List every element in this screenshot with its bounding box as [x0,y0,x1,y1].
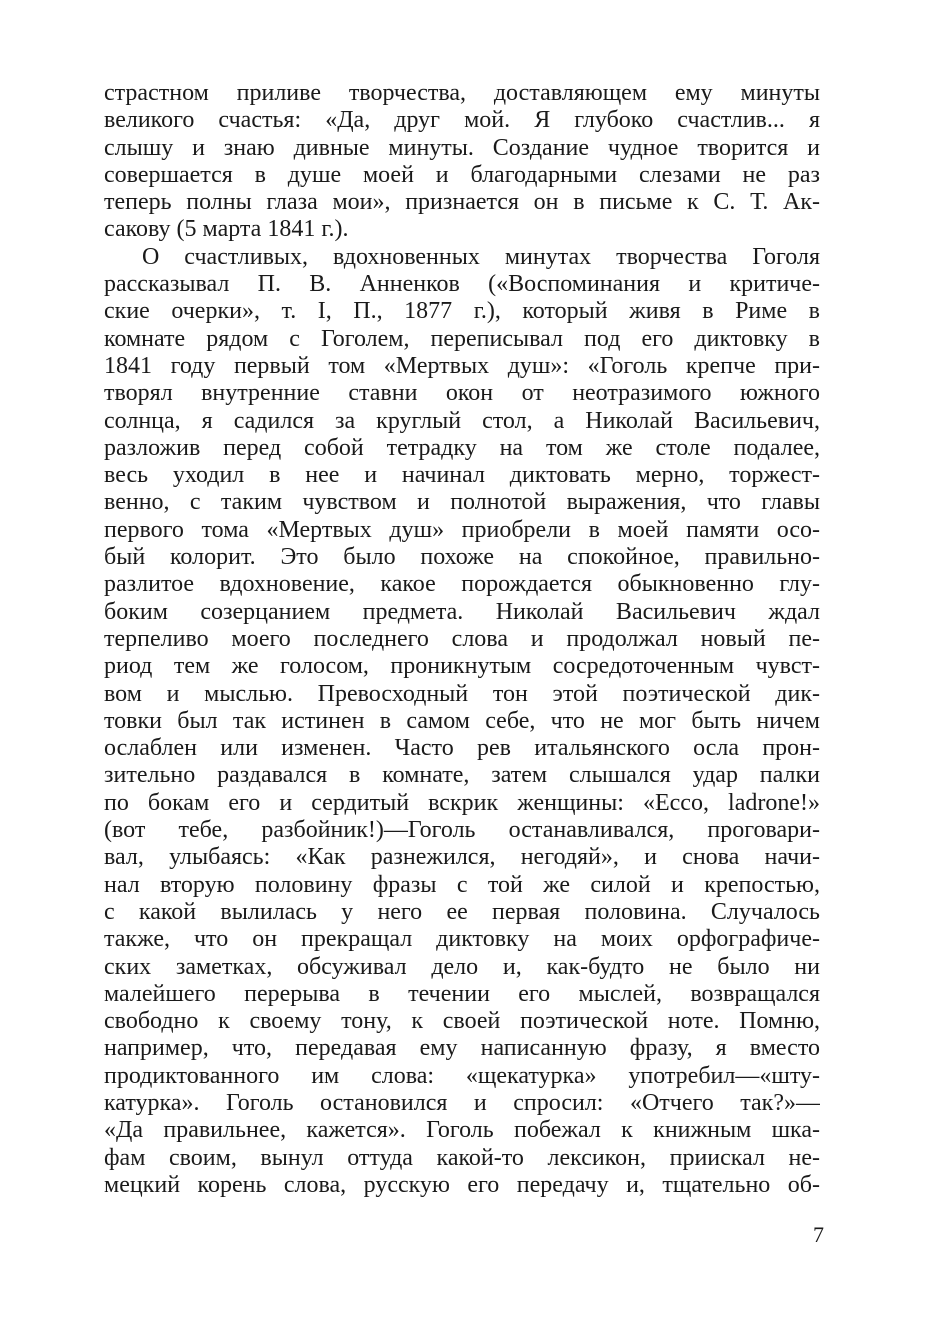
text-line: солнца, я садился за круглый стол, а Николай Васильевич, [104,407,820,434]
text-line: разлитое вдохновение, какое порождается обыкновенно глу- [104,571,820,598]
text-line: великого счастья: «Да, друг мой. Я глубоко счастлив... я [104,107,820,134]
text-line: сакову (5 марта 1841 г.). [104,216,349,243]
text-line: (вот тебе, разбойник!)—Гоголь останавливался, проговари- [104,817,820,844]
text-line: риод тем же голосом, проникнутым сосредоточенным чувст- [104,653,820,680]
text-line: с какой вылилась у него ее первая половина. Случалось [104,898,820,925]
text-line: ослаблен или изменен. Часто рев итальянского осла прон- [104,735,820,762]
text-line: совершается в душе моей и благодарными слезами не раз [104,161,820,188]
text-line: ских заметках, обсуживал дело и, как-будто не было ни [104,953,820,980]
text-line: вом и мыслью. Превосходный тон этой поэтической дик- [104,680,820,707]
text-line: катурка». Гоголь остановился и спросил: «Отчего так?»— [104,1089,820,1116]
text-line: комнате рядом с Гоголем, переписывал под его диктовку в [104,325,820,352]
text-line: боким созерцанием предмета. Николай Васильевич ждал [104,598,820,625]
text-line: вал, улыбаясь: «Как разнежился, негодяй», и снова начи- [104,844,820,871]
text-line: также, что он прекращал диктовку на моих орфографиче- [104,926,820,953]
text-line: например, что, передавая ему написанную фразу, я вместо [104,1035,820,1062]
text-line: малейшего перерыва в течении его мыслей, возвращался [104,980,820,1007]
text-line: разложив перед собой тетрадку на том же столе подалее, [104,434,820,461]
text-line: рассказывал П. В. Анненков («Воспоминания и критиче- [104,271,820,298]
text-line: творял внутренние ставни окон от неотразимого южного [104,380,820,407]
text-line: теперь полны глаза мои», признается он в письме к С. Т. Ак- [104,189,820,216]
text-line: нал вторую половину фразы с той же силой и крепостью, [104,871,820,898]
text-line: венно, с таким чувством и полнотой выражения, что главы [104,489,820,516]
text-line: мецкий корень слова, русскую его передачу и, тщательно об- [104,1171,820,1198]
text-line: слышу и знаю дивные минуты. Создание чудное творится и [104,134,820,161]
paragraph-start-line: О счастливых, вдохновенных минутах творчества Гоголя [142,243,820,270]
text-line: терпеливо моего последнего слова и продолжал новый пе- [104,625,820,652]
text-line: фам своим, вынул оттуда какой-то лексикон, приискал не- [104,1144,820,1171]
text-line: «Да правильнее, кажется». Гоголь побежал к книжным шка- [104,1117,820,1144]
text-line: ские очерки», т. I, П., 1877 г.), который живя в Риме в [104,298,820,325]
text-line: весь уходил в нее и начинал диктовать мерно, торжест- [104,462,820,489]
page-number: 7 [813,1222,824,1247]
text-line: продиктованного им слова: «щекатурка» употребил—«шту- [104,1062,820,1089]
text-line: свободно к своему тону, к своей поэтической ноте. Помню, [104,1008,820,1035]
text-line: зительно раздавался в комнате, затем слышался удар палки [104,762,820,789]
text-line: первого тома «Мертвых душ» приобрели в моей памяти осо- [104,516,820,543]
text-line: бый колорит. Это было похоже на спокойное, правильно- [104,544,820,571]
text-line: 1841 году первый том «Мертвых душ»: «Гоголь крепче при- [104,352,820,379]
text-line: товки был так истинен в самом себе, что не мог быть ничем [104,707,820,734]
text-line: страстном приливе творчества, доставляющем ему минуты [104,80,820,106]
text-line: по бокам его и сердитый вскрик женщины: «Ecco, ladrone!» [104,789,820,816]
body-text [104,80,820,1199]
